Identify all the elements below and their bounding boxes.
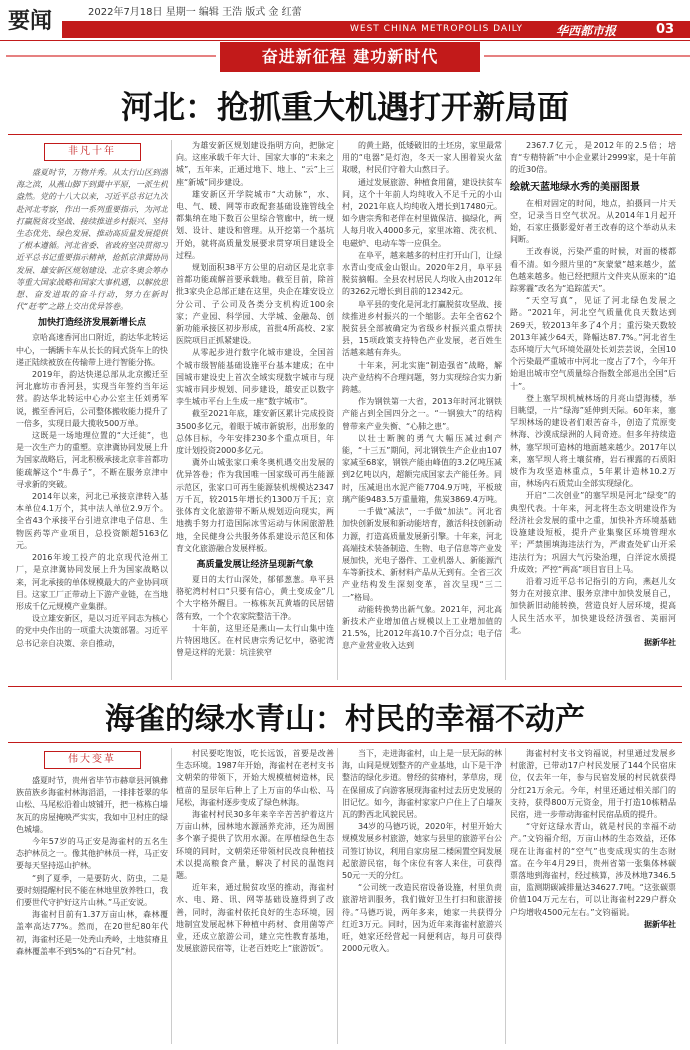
paragraph: 近年来，通过脱贫攻坚的推动，海雀村水、电、路、讯、网等基础设施得到了改善，同时，海雀村依托良好的生态环境，因地制宜发展起林下种植中药材、食用菌等产业，还成立旅游公司，建立完性教育基地，发展旅游民宿等，让老百姓吃上“旅游饭”。 [176,883,334,954]
paragraph: 王改春说，污染严重的时候，对面的楼都看不清。如今照片里的“灰蒙蒙”越来越少，蓝色越来越多。他已经把照片文件夹从原来的“追踪雾霾”改名为“追踪蓝天”。 [510,247,676,294]
date-editor-info: 2022年7月18日 星期一 编辑 王浩 版式 金 红蕾 [88,7,302,18]
paragraph: “公司统一改造民宿设备设施，村里负责旅游培训服务，我们做好卫生打扫和旅游接待。”马德巧说，两年多来，她家一共获得分红近3万元。同时，因为近年来海雀村旅游兴旺，她家还经营起一间便利店，每月可获得2000元收入。 [342,883,502,954]
subheading: 绘就天蓝地绿水秀的美丽图景 [510,181,640,193]
paragraph: 村民要吃饱饭，吃长远饭，首要是改善生态环境。1987年开始，海雀村在老村支书文朝荣的带领下，开始大规模植树造林，民植苗的星层年后种上了上万亩的华山松、马尾松，海雀村逐步变成了绿色林海。 [176,749,334,807]
article-source: 据新华社 [644,919,676,929]
paragraph: “天空写真”，见证了河北绿色发展之路。“2021年，河北空气质量优良天数达到269天，较2013年多了4个月；重污染天数较2013年减少64天，降幅达87.7%。”河北省生态环境厅大气环境处副处长刘芸芸说，全国10个污染最严重城市中河北一度占了7个，今年开始退出城市空气质量综合指数全部退出全国“后十”。 [510,296,676,391]
paragraph: 动能转换势出新气象。2021年，河北高新技术产业增加值占规模以上工业增加值的21.5%，比2012年高10.7个百分点；电子信息产业营业收入达到 [342,604,502,651]
article1-col3-body [342,140,502,653]
article-separator [8,686,682,687]
paragraph: “守好这绿水青山，就是村民的幸福不动产。”文钧福介绍，万亩山林的生态效益，还体现在让海雀村的“空气”也变成现实的生态财富。在今年4月29日，贵州省第一张集体林碳票落地到海雀村，经过核算，涉及林地7346.5亩，监测期碳减排量达34627.7吨。“这张碳票价值104万元左右，可以让海雀村229户群众户均增收4500元左右。”文钧福说。 [510,822,676,917]
paragraph: 作为钢铁第一大省，2013年时河北钢铁产能占到全国四分之一。“一钢独大”的结构曾带来产业失衡、“心肺之患”。 [342,397,502,431]
paragraph: 在相对固定的时间，地点，拍摄同一片天空，记录当日空气状况。从2014年1月起开始，石家庄摄影爱好者王改春的这个举动从未间断。 [510,198,676,245]
paragraph: 阜平县的变化是河北打赢脱贫攻坚战、接续推进乡村振兴的一个缩影。去年全省62个脱贫县全部被确定为省级乡村振兴重点帮扶县，15项政策支持特色产业发展，老百姓生活越来越有奔头。 [342,299,502,358]
article1-column-2 [176,140,334,680]
paragraph: 夏日的太行山深处，郁郁葱葱。阜平县骆驼湾村村口“只要有信心，黄土变成金”几个大字格外醒目。一栋栋灰瓦黄墙的民居错落有致，一个个农家院整洁干净。 [176,574,334,621]
paragraph: 当下，走进海雀村，山上是一层无际的林海，山间是规划整齐的产业基地，山下是干净整洁的绿化步道。曾经的贫瘠村，茅草房，现在保留成了向游客展现海雀村过去历史发展的旧记忆。如今，海雀村家家户户住上了白墙灰瓦的黔西北风貌民居。 [342,749,502,820]
paragraph: 2016年竣工投产的北京现代沧州工厂，是京津冀协同发展上升为国家战略以来，河北承接的单体规模最大的产业协同项目。这家工厂正带动上下游产业链，在当地形成千亿元规模产业集群。 [16,553,168,611]
article1-headline: 河北：抢抓重大机遇打开新局面 [120,88,569,126]
article1-col4-body [510,140,676,649]
paragraph: 海雀村村民30多年来辛辛苦苦护着这片万亩山林，园林地水源涵养充沛，还为周围多个寨子提供了饮用水源。在厚植绿色生态环境的同时，文朝荣还带领村民改良种植技术以提高粮食产量，解决了村民的温饱问题。 [176,810,334,881]
page-header [0,0,690,40]
paragraph: 海雀村目前有1.37万亩山林，森林覆盖率高达77%。然而，在20世纪80年代初，海雀村还是一处秃山秃岭，土地贫瘠且森林覆盖率不到5%的“石旮旯”村。 [16,910,168,956]
paper-tagline: WEST CHINA METROPOLIS DAILY [350,24,524,34]
article1-col2-body [176,140,334,659]
paragraph: 在阜平，越来越多的村庄打开山门，让绿水青山变成金山银山。2020年2月，阜平县脱贫摘帽。全县农村居民人均收入由2012年的3262元增长到目前的12342元。 [342,250,502,297]
article2-col1-body [16,775,168,958]
banner-deco-left [6,55,216,57]
subheading: 加快打造经济发展新增长点 [37,318,146,329]
paragraph: “到了夏季，一是要防火、防虫，二是要时刻提醒村民不能在林地里放养牲口，我们要世代守护好这片山林。”马正安说。 [16,873,168,908]
article1-column-3 [342,140,502,680]
page-number: 03 [656,22,675,37]
article1-kicker: 非凡十年 [44,143,141,161]
paragraph: 通过发展旅游、种植食用菌，建设扶贫车间，这个十年前人均纯收入不足千元的小山村，2021年底人均纯收入增长到17480元。如今唐宗秀和老伴在村里做保洁、搞绿化，两人每月收入4000多元，家里冰箱、洗衣机、电磁炉、电动车等一应俱全。 [342,177,502,248]
paragraph: 34岁的马德巧说，2020年，村里开始大规模发展乡村旅游，她家与县里的旅游平台公司签订协议，利用自家房屋二楼闲置空间发展起旅游民宿，每个床位有客人来住，可获得50元一天的分红。 [342,822,502,881]
paragraph: 十年前，这里还是燕山—太行山集中连片特困地区。在村民唐宗秀记忆中，骆驼湾曾是这样的光景：坑洼狭窄 [176,623,334,658]
article1-column-1 [16,140,168,680]
paragraph: 开启“二次创业”的塞罕坝是河北“绿变”的典型代表。十年来，河北将生态文明建设作为经济社会发展的重中之重，加快补齐环境基础设施建设短板，提升产业集聚区环境管理水平；严禁围填海违法行为，严肃查处矿山开采违法行为；巩固大气污染治理，白洋淀水质提升成效；严控“两高”项目盲目上马。 [510,491,676,574]
subheading: 高质量发展让经济呈现新气象 [196,559,314,570]
article2-column-3 [342,748,502,1044]
article1-intro: 盛夏时节，万物并秀。从太行山区到渤海之滨，从燕山脚下到冀中平原，一派生机盎然。党的十八大以来，习近平总书记九次赴河北考察，作出一系列重要指示，为河北打赢脱贫攻坚战、接续推进乡村振兴、坚持生态优先、绿色发展、推动高质量发展提供了根本遵循。河北省委、省政府坚决贯彻习近平总书记重要指示精神，抢抓京津冀协同发展、雄安新区规划建设、北京冬奥会筹办等重大国家战略和国家大事机遇，以解放思想、奋发进取的奋斗行动，努力在新时代“赶考”之路上交出优异答卷。 [16,168,168,312]
paragraph: 这既是一场地理位置的“大迁徙”，也是一次生产力的重塑。京津冀协同发展上升为国家战略后，河北积极承接北京非首都功能疏解这个“牛鼻子”，不断在服务京津中寻求新的突破。 [16,431,168,489]
paragraph: 十年来，河北实施“制造强省”战略，解决产业结构不合理问题，努力实现综合实力新跨越。 [342,360,502,395]
article2-column-4 [510,748,676,1044]
paragraph: 沿着习近平总书记指引的方向，燕赵儿女努力在对接京津、服务京津中加快发展自己，加快新旧动能转换，营造良好人居环境，提高人民生活水平，加快建设经济强省、美丽河北。 [510,576,676,635]
paragraph: 雄安新区开学院城市“大动脉”，水、电、气、暖、网等市政配套基础设施管线全都集纳在地下数百公里综合管廊中，统一规划、设计、建设和管理。从开挖第一个基坑开始，就将高质量发展要求贯穿项目建设全过程。 [176,189,334,260]
paragraph: 海雀村村支书文钧福说，村里通过发展乡村旅游，已带动17户村民发展了144个民宿床位，仅去年一年，参与民宿发展的村民就获得分红21万余元。今年，村里还通过相关部门的支持，获得800万元资金，用于打造10栋精品民宿，进一步带动海雀村民宿品质的提升。 [510,749,676,820]
paragraph: 盛夏时节，贵州省毕节市赫章县河镇彝族苗族乡海雀村林海滔滔，一排排苍翠的华山松、马尾松沿着山坡铺开，把一栋栋白墙灰瓦的房屋掩映严实实，我如中卫村庄的绿色城墙。 [16,776,168,834]
article1-col1-body [16,316,168,649]
article1-top-rule [8,134,682,135]
paragraph: 冀外山城张家口乘冬奥机遇交出发展的优异答卷；作为我国唯一国家级可再生能源示范区，张家口可再生能源装机规模达2347万千瓦，较2015年增长约1300万千瓦；京张体育文化旅游带不断从规划迈向现实，两地携手努力打造国际冰雪运动与休闲旅游胜地，全民健身公共服务体系建设示范区和体育文化旅游融合发展样板。 [176,458,334,553]
paragraph: 京哈高速香河出口附近，韵达华北转运中心，一辆辆卡车从长长的间式货车上的快递正陆续被放在传输带上进行智能分拣。 [16,333,168,367]
column-banner: 奋进新征程 建功新时代 [220,42,480,72]
article2-top-rule [8,742,682,743]
paragraph: 设立雄安新区，是以习近平同志为核心的党中央作出的一项重大决策部署。习近平总书记亲自决策、亲自推动， [16,614,168,648]
header-divider [0,40,690,41]
banner-deco-right [484,55,690,57]
article2-kicker: 伟大变革 [44,751,141,769]
paragraph: 规划面积38平方公里的启动区是北京非首都功能疏解首要承载地。截至目前，除首批3家央企总部正建在这里，央企在雄安设立分公司、子公司及各类分支机构近100余家；产业园、科学园、大学城、金融岛、创新功能承接区初步形成，首批4所高校、2家医院项目正抓紧建设。 [176,263,334,346]
paragraph: 2367.7亿元，是2012年的2.5倍；培育“专精特新”中小企业累计2999家，是十年前的近30倍。 [510,141,676,175]
paragraph: 截至2021年底，雄安新区累计完成投资3500多亿元，着眼于城市新貌形，出形象的总体目标，今年安排230多个重点项目，年度计划投资2000多亿元。 [176,409,334,456]
article2-column-1 [16,748,168,1044]
article2-col4-body [510,748,676,931]
paragraph: 登上塞罕坝机械林场的月亮山望海楼，举目眺望，一片“绿海”延伸到天际。60年来，塞罕坝林场的建设者们艰苦奋斗，创造了荒原变林海、沙漠成绿洲的人间奇迹。但多年持续造林，塞罕坝可造林的地面越来越少。2017年以来，塞罕坝人将土壤贫瘠，岩石裸露的石质阳坡作为攻坚造林重点，5年累计造林10.2万亩，林场内石质荒山全部实现绿化。 [510,393,676,489]
paragraph: 今年57岁的马正安是海雀村的五名生态护林员之一。像其他护林员一样，马正安要每天坚持巡山护林。 [16,837,168,871]
article2-headline: 海雀的绿水青山：村民的幸福不动产 [105,702,585,737]
article2-col3-body [342,748,502,955]
paragraph: 2014年以来，河北已承接京津转入基本单位4.1万个，其中法人单位2.9万个。全省43个承接平台引进京津电子信息、生物医药等产业项目，总投资额超5163亿元。 [16,492,168,550]
paragraph: 的黄土路，低矮破旧的土坯房，家里最常用的“电器”是灯泡，冬天一家人围着炭火盆取暖，村民们守着大山熬日子。 [342,141,502,175]
paragraph: 一手做“减法”，一手做“加法”。河北省加快创新发展和新动能培育，激活科技创新动力源，打造高质量发展新引擎。十年来，河北高端技术装备制造、生物、电子信息等产业发展加快，光电子器件、工业机器人、新能源汽车等新技术、新材料产品从无到有。全省三次产业结构发生深刻变革，首次呈现“三二一”格局。 [342,507,502,602]
paragraph: 2019年，韵达快递总部从北京搬迁至河北廊坊市香河县，实现当年签约当年运营。韵达华北转运中心办公室主任刘勇军说，搬至香河后，公司整体搬收能力提升了一倍多，实现日最大揽收500万单。 [16,370,168,428]
paper-logo: 华西都市报 [556,24,617,38]
section-label: 要闻 [8,8,53,34]
paragraph: 为雄安新区规划建设指明方向，把脉定向。这座承载千年大计、国家大事的“未来之城”，五年来，正通过地下、地上、“云”上三座“新城”同步建设。 [176,141,334,187]
article2-col2-body [176,748,334,955]
article-source: 据新华社 [644,637,676,647]
article1-column-4 [510,140,676,680]
paragraph: 以壮士断腕的勇气大幅压减过剩产能，“十三五”期间，河北钢铁生产企业由107家减至68家，钢铁产能由峰值的3.2亿吨压减到2亿吨以内，超额完成国家去产能任务。同时，压减退出水泥产能7704.9万吨，平板玻璃产能9483.5万重量箱，焦炭3869.4万吨。 [342,433,502,504]
article2-column-2 [176,748,334,1044]
paragraph: 从零起步进行数字化城市建设，全国首个城市级智能基础设施平台基本建成；在中国城市建设史上首次全域实现数字城市与现实城市同步规划、同步建设，雄安正以数字孪生城市平台上生成一座“数字城市”。 [176,348,334,407]
